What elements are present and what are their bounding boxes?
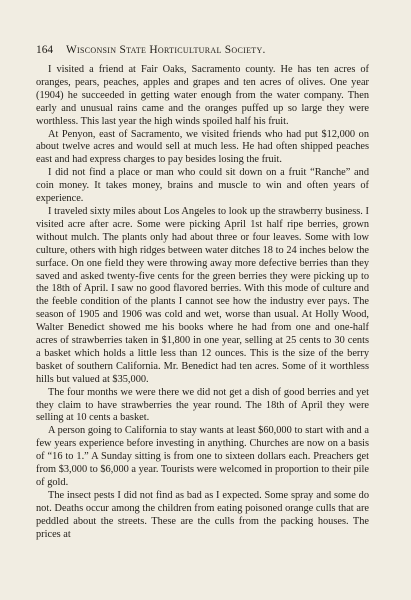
paragraph-ranche: I did not find a place or man who could sit down on a fruit “Ranche” and coin money. It takes money, brains and muscle to win and often years of experience. bbox=[36, 167, 369, 205]
running-head: Wisconsin State Horticultural Society. bbox=[66, 44, 266, 56]
paragraph-strawberry-business: I traveled sixty miles about Los Angeles to look up the strawberry business. I visited acre after acre. Some were picking April 1st half ripe berries, grown without mulch. The plants only had about three or four leaves. Some with low culture, others with high ridges between water ditches 18 to 24 inches below the surface. On one field they were throwing away more defective berries than they saved and asked twenty-five cents for the green berries they were picking up to the 18th of April. I saw no good flavored berries. With this mode of culture and the feeble condition of the plants I cannot see how the industry ever pays. The season of 1905 and 1906 was cold and wet, worse than usual. At Holly Wood, Walter Benedict showed me his books where he had from one and one-half acres of strawberries taken in $1,800 in one year, selling at 25 cents to 30 cents a basket which holds a little less than 12 ounces. This is the size of the berry basket of southern California. Mr. Benedict had ten acres. Some of it worthless hills but valued at $35,000. bbox=[36, 205, 369, 385]
paragraph-fair-oaks: I visited a friend at Fair Oaks, Sacramento county. He has ten acres of oranges, pears, peaches, apples and grapes and ten acres of olives. One year (1904) he succeeded in getting water enough from the water company. Then early and unusual rains came and the oranges puffed up so large they were worthless. This last year the high winds spoiled half his fruit. bbox=[36, 64, 369, 127]
paragraph-penyon: At Penyon, east of Sacramento, we visited friends who had put $12,000 on about twelve acres and would sell at much less. He had often shipped peaches east and had express charges to pay besides losing the fruit. bbox=[36, 128, 369, 166]
page-number: 164 bbox=[36, 44, 54, 56]
body-text bbox=[36, 64, 369, 542]
paragraph-going-to-california: A person going to California to stay wants at least $60,000 to start with and a few years experience before investing in anything. Churches are now on a basis of “16 to 1.” A Sunday sitting is from one to sixteen dollars each. Preachers get from $3,000 to $6,000 a year. Tourists were welcomed in proportion to their pile of gold. bbox=[36, 425, 369, 488]
page-header bbox=[36, 44, 369, 56]
paragraph-insect-pests: The insect pests I did not find as bad as I expected. Some spray and some do not. Deaths occur among the children from eating poisoned orange culls that are peddled about the streets. These are the culls from the packing houses. The prices at bbox=[36, 489, 369, 540]
paragraph-four-months: The four months we were there we did not get a dish of good berries and yet they claim to have strawberries the year round. The 18th of April they were selling at 10 cents a basket. bbox=[36, 386, 369, 424]
